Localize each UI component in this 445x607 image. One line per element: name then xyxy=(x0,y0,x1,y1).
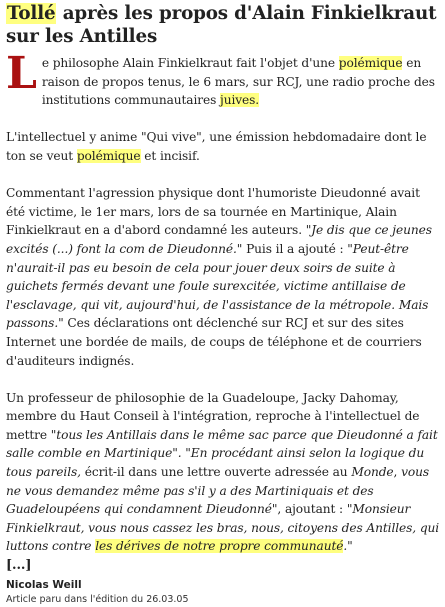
p4-highlight-1: les dérives de notre propre communauté xyxy=(95,539,344,554)
p2-text-1: L'intellectuel y anime "Qui vive", une émission hebdomadaire dont le ton se veut xyxy=(6,130,427,163)
p2-highlight-1: polémique xyxy=(76,148,141,163)
author-name: Nicolas Weill xyxy=(6,578,82,591)
paragraph-2 xyxy=(6,128,441,165)
p4-newspaper-name: Monde xyxy=(351,465,394,480)
title-line1: après les propos d'Alain Finkielkraut xyxy=(56,3,437,24)
p4-quote-4: "Monsieur Finkielkraut, vous nous cassez les bras, nous, citoyens des Antilles, qui luttons contre xyxy=(6,502,440,554)
edition-date: Article paru dans l'édition du 26.03.05 xyxy=(6,593,189,605)
title-line2: sur les Antilles xyxy=(6,26,158,47)
article-body xyxy=(6,48,441,575)
paragraph-1 xyxy=(6,48,441,110)
p4-text-2: écrit-il dans une lettre ouverte adressée au xyxy=(80,465,352,480)
drop-cap: L xyxy=(6,48,37,99)
p4-text-4: , ajoutant : xyxy=(277,502,347,517)
p1-text-1: e philosophe Alain Finkielkraut fait l'objet d'une xyxy=(41,56,339,70)
title-highlight: Tollé xyxy=(7,3,56,24)
article-title xyxy=(6,2,441,48)
ellipsis: [...] xyxy=(6,557,32,573)
p3-text-2: Puis il a ajouté : xyxy=(242,241,348,256)
paragraph-3 xyxy=(6,184,441,370)
p4-quote-5: ." xyxy=(343,539,353,554)
p4-text-3: , xyxy=(393,465,402,480)
p1-highlight-1: polémique xyxy=(338,56,403,70)
p1-text-2: en raison de propos tenus, le 6 mars, sur RCJ, une radio proche des institutions communautaires xyxy=(41,56,435,108)
p3-text-3: Ces déclarations ont déclenché sur RCJ et sur des sites Internet une bordée de mails, de coups de téléphone et de courriers d'auditeurs indignés. xyxy=(6,316,422,368)
p4-quote-1: "tous les Antillais dans le même sac parce que Dieudonné a fait salle comble en Martinique". "En procédant ainsi selon la logique du tous pareils, xyxy=(6,427,438,480)
p3-quote-1: "Je dis que ce jeunes excités (...) font la com de Dieudonné." xyxy=(6,223,432,256)
p4-text-1: Un professeur de philosophie de la Guadeloupe, Jacky Dahomay, membre du Haut Conseil à l'intégration, reproche à l'intellectuel de mettre xyxy=(6,390,420,442)
p2-text-2: et incisif. xyxy=(140,148,200,163)
p4-quote-3: vous ne vous demandez même pas s'il y a des Martiniquais et des Guadeloupéens qui condamnent Dieudonné" xyxy=(6,465,430,517)
p3-quote-2: "Peut-être n'aurait-il pas eu besoin de cela pour jouer deux soirs de suite à guichets fermés devant une foule surexcitée, victime antillaise de l'esclavage, qui vit, aujourd'hui, de l'assistance de la métropole. Mais passons." xyxy=(6,241,429,331)
paragraph-4 xyxy=(6,389,441,556)
p3-text-1: Commentant l'agression physique dont l'humoriste Dieudonné avait été victime, le 1er mars, lors de sa tournée en Martinique, Alain Finkielkraut en a d'abord condamné les auteurs. xyxy=(6,186,420,238)
p1-highlight-2: juives. xyxy=(220,93,260,108)
